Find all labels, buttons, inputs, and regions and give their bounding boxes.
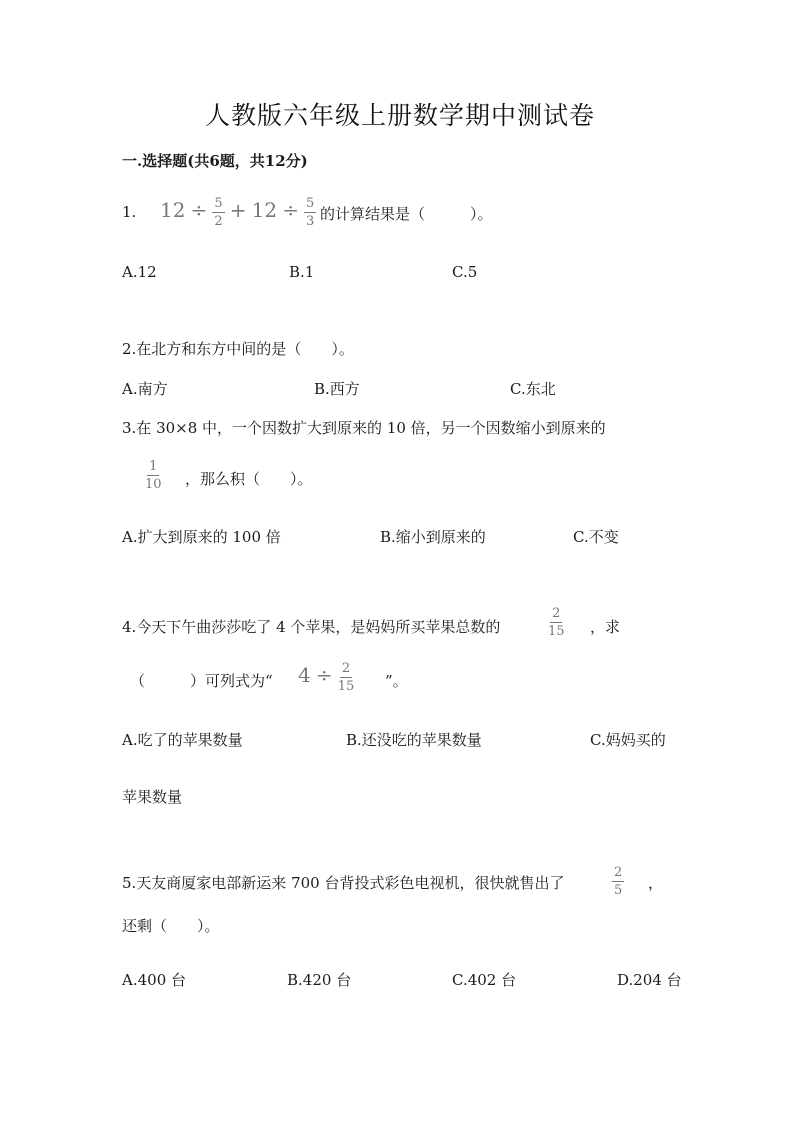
q4-text-end: ，求 (590, 618, 621, 636)
q1-number: 1. (122, 203, 137, 221)
q1-text: 的计算结果是（ ）。 (320, 205, 493, 223)
q4-line2-start: （ ）可列式为“ (130, 672, 273, 690)
q4-expr-fraction-numerator: 2 (341, 661, 351, 676)
q4-line2-end: ”。 (385, 672, 408, 690)
q3-fraction-numerator: 1 (149, 459, 158, 474)
page-title: 人教版六年级上册数学期中测试卷 (204, 101, 595, 130)
q3-option-c: C.不变 (573, 528, 619, 546)
q5-option-b: B.420 台 (287, 971, 352, 989)
q1-fraction-2-denominator: 3 (306, 214, 315, 229)
q4-option-c: C.妈妈买的 (590, 731, 666, 749)
q1-divide-sign: ÷ (190, 198, 208, 222)
q1-option-a: A.12 (122, 263, 157, 281)
q2-option-a: A.南方 (122, 380, 168, 398)
q2-option-b: B.西方 (314, 380, 360, 398)
q4-option-c-continued: 苹果数量 (122, 788, 183, 806)
q5-fraction-numerator: 2 (614, 865, 623, 880)
q5-text: 5.天友商厦家电部新运来 700 台背投式彩色电视机，很快就售出了 (122, 874, 565, 892)
q1-fraction-1 (212, 197, 224, 228)
q1-term-b: 12 (251, 198, 278, 222)
q3-option-b: B.缩小到原来的 (380, 528, 486, 546)
q2-text: 2.在北方和东方中间的是（ ）。 (122, 340, 354, 358)
q1-option-b: B.1 (289, 263, 315, 281)
q4-fraction (548, 607, 565, 638)
q5-option-a: A.400 台 (122, 971, 186, 989)
q3-option-a: A.扩大到原来的 100 倍 (122, 528, 281, 546)
q4-fraction-denominator: 15 (548, 624, 565, 639)
q4-fraction-numerator: 2 (552, 606, 561, 621)
q1-fraction-2-numerator: 5 (306, 196, 315, 211)
q3-text: 3.在 30×8 中，一个因数扩大到原来的 10 倍，另一个因数缩小到原来的 (122, 419, 606, 437)
q3-text-2: ，那么积（ ）。 (185, 470, 313, 488)
q5-line2: 还剩（ ）。 (122, 917, 220, 935)
q1-option-c: C.5 (452, 263, 478, 281)
q5-fraction (612, 866, 624, 897)
q3-fraction-denominator: 10 (145, 477, 162, 492)
q4-expr-fraction-denominator: 15 (337, 679, 355, 694)
q1-divide-sign-2: ÷ (282, 198, 299, 222)
q1-fraction-1-denominator: 2 (214, 214, 223, 229)
q4-text: 4.今天下午曲莎莎吃了 4 个苹果，是妈妈所买苹果总数的 (122, 618, 501, 636)
q1-fraction-1-numerator: 5 (214, 196, 223, 211)
q5-fraction-denominator: 5 (614, 883, 623, 898)
q2-option-c: C.东北 (510, 380, 556, 398)
q1-term-a: 12 (160, 198, 186, 222)
q4-expr-fraction (338, 662, 355, 693)
q4-term-a: 4 (298, 663, 311, 687)
q5-option-d: D.204 台 (617, 971, 682, 989)
q3-fraction (145, 460, 162, 491)
q4-option-b: B.还没吃的苹果数量 (346, 731, 482, 749)
section-heading: 一.选择题(共6题，共12分) (122, 152, 308, 170)
q5-option-c: C.402 台 (452, 971, 517, 989)
q1-plus-sign: + (229, 198, 247, 222)
q4-option-a: A.吃了的苹果数量 (122, 731, 243, 749)
q4-divide-sign: ÷ (315, 663, 333, 687)
q4-expression (298, 662, 354, 693)
q1-expression (160, 197, 316, 228)
q1-fraction-2 (304, 197, 316, 228)
q5-text-end: ， (648, 874, 664, 892)
